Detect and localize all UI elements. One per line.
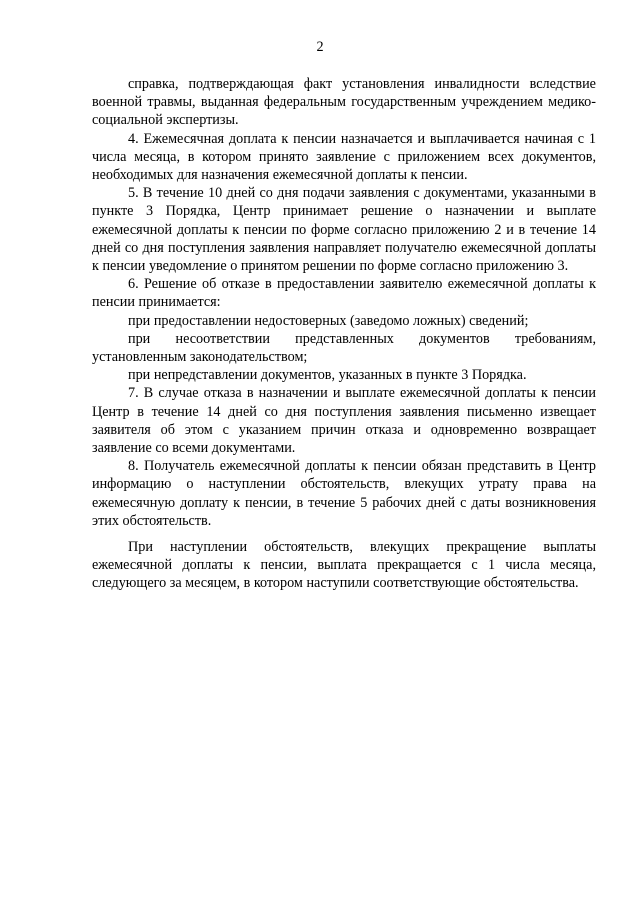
paragraph-item-6: 6. Решение об отказе в предоставлении заявителю ежемесячной доплаты к пенсии принимается: [92, 276, 596, 311]
page-number: 2 [316, 39, 324, 55]
paragraph-termination: При наступлении обстоятельств, влекущих прекращение выплаты ежемесячной доплаты к пенсии, выплата прекращается с 1 числа месяца, следующего за месяцем, в котором наступили соответствующие обстоятельства. [92, 539, 596, 592]
paragraph-item-4: 4. Ежемесячная доплата к пенсии назначается и выплачивается начиная с 1 числа месяца, в котором принято заявление с приложением всех документов, необходимых для назначения ежемесячной доплаты к пенсии. [92, 130, 596, 184]
document-body [92, 75, 596, 593]
paragraph-certificate-continuation: справка, подтверждающая факт установления инвалидности вследствие военной травмы, выданная федеральным государственным учреждением медико-социальной экспертизы. [92, 76, 596, 129]
paragraph-item-5: 5. В течение 10 дней со дня подачи заявления с документами, указанными в пункте 3 Порядка, Центр принимает решение о назначении и выплате ежемесячной доплаты к пенсии по форме согласно приложению 2 и в течение 14 дней со дня поступления заявления направляет получателю ежемесячной доплаты к пенсии уведомление о принятом решении по форме согласно приложению 3. [92, 185, 596, 275]
paragraph-item-8: 8. Получатель ежемесячной доплаты к пенсии обязан представить в Центр информацию о наступлении обстоятельств, влекущих утрату права на ежемесячную доплату к пенсии, в течение 5 рабочих дней с даты возникновения этих обстоятельств. [92, 458, 596, 529]
paragraph-refusal-reason-missing-docs: при непредставлении документов, указанных в пункте 3 Порядка. [128, 367, 527, 384]
paragraph-refusal-reason-nonconformity: при несоответствии представленных документов требованиям, установленным законодательством; [92, 330, 596, 366]
paragraph-refusal-reason-false-info: при предоставлении недостоверных (заведомо ложных) сведений; [128, 312, 529, 329]
paragraph-item-7: 7. В случае отказа в назначении и выплате ежемесячной доплаты к пенсии Центр в течение 14 дней со дня поступления заявления письменно извещает заявителя об этом с указанием причин отказа и одновременно возвращает заявление со всеми документами. [92, 385, 596, 457]
